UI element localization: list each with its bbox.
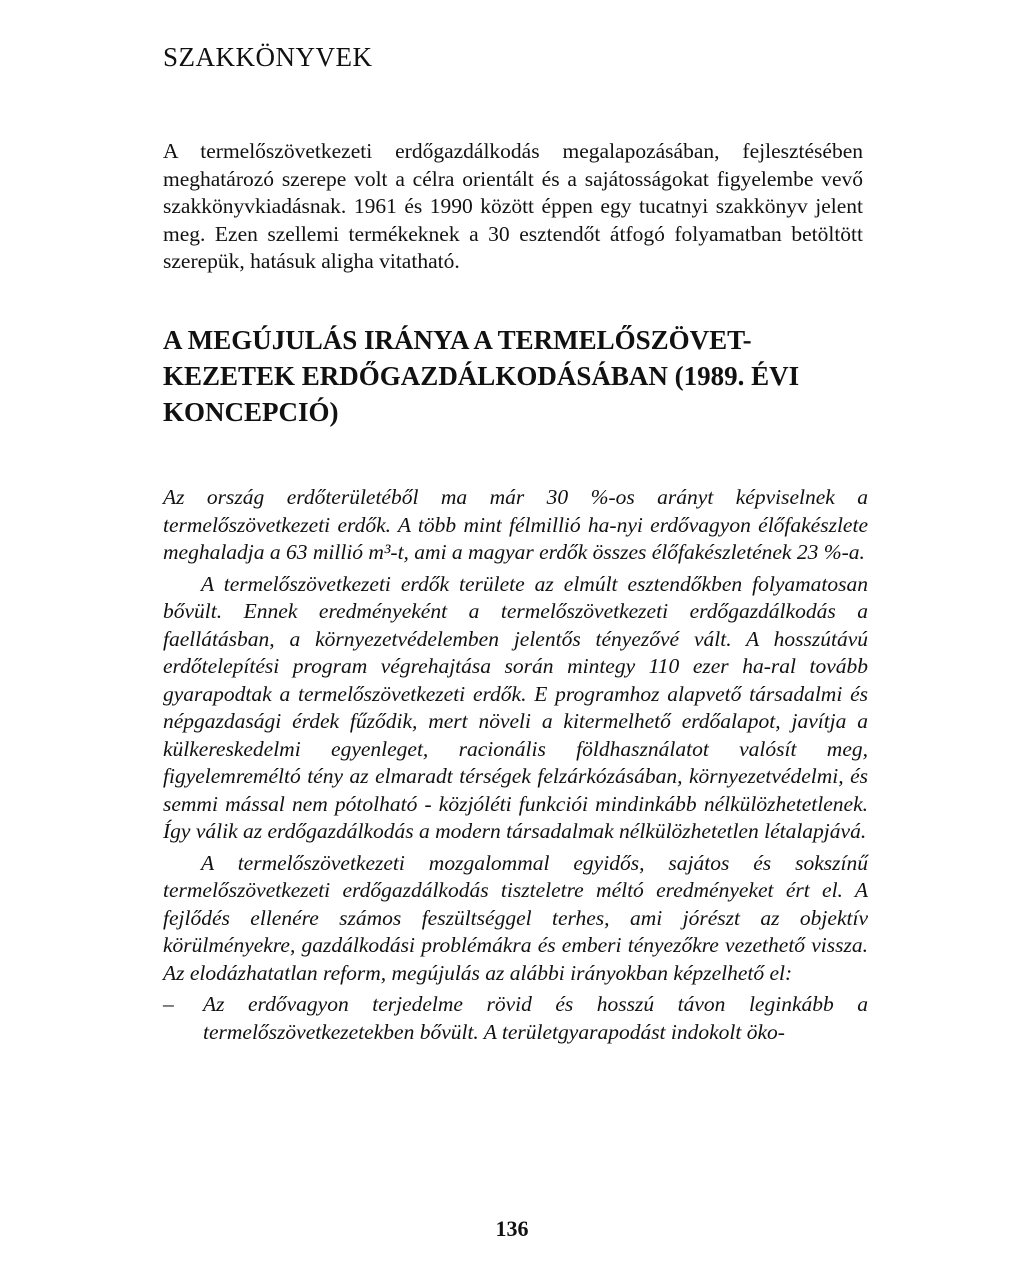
- chapter-title-line: KONCEPCIÓ): [163, 397, 339, 427]
- body-paragraph: A termelőszövetkezeti erdők területe az elmúlt esztendőkben folyamatosan bővült. Ennek eredményeként a termelőszövetkezeti erdőgazdálkodás a faellátásban, a környezetvédelemben jelentős tényezővé vált. A hosszútávú erdőtelepítési program végrehajtása során mintegy 110 ezer ha-ral tovább gyarapodtak a termelőszövetkezeti erdők. E programhoz alapvető társadalmi és népgazdasági érdek fűződik, mert növeli a kitermelhető erdőalapot, javítja a külkereskedelmi egyenleget, racionális földhasználatot valósít meg, figyelemreméltó tény az elmaradt térségek felzárkózásában, környezetvédelmi, és semmi mással nem pótolható - közjóléti funkciói mindinkább nélkülözhetetlenek. Így válik az erdőgazdálkodás a modern társadalmak nélkülözhetetlen létalapjává.: [163, 571, 868, 843]
- body-paragraph: Az ország erdőterületéből ma már 30 %-os arányt képviselnek a termelőszövetkezeti erdők. A több mint félmillió ha-nyi erdővagyon élőfakészlete meghaladja a 63 millió m³-t, ami a magyar erdők összes élőfakészletének 23 %-a.: [163, 485, 868, 564]
- intro-paragraph: A termelőszövetkezeti erdőgazdálkodás megalapozásában, fejlesztésében meghatározó szerepe volt a célra orientált és a sajátosságokat figyelembe vevő szakkönyvkiadásnak. 1961 és 1990 között éppen egy tucatnyi szakkönyv jelent meg. Ezen szellemi termékeknek a 30 esztendőt átfogó folyamatban betöltött szerepük, hatásuk aligha vitatható.: [163, 139, 863, 273]
- page-number: 136: [495, 1216, 529, 1241]
- chapter-title-line: A MEGÚJULÁS IRÁNYA A TERMELŐSZÖVET-: [163, 325, 752, 355]
- list-item-text: Az erdővagyon terjedelme rövid és hosszú távon leginkább a termelőszövetkezetekben bővült. A területgyarapodást indokolt öko-: [203, 992, 868, 1044]
- body-paragraph: A termelőszövetkezeti mozgalommal egyidős, sajátos és sokszínű termelőszövetkezeti erdőgazdálkodás tiszteletre méltó eredményeket ért el. A fejlődés ellenére számos feszültséggel terhes, ami jórészt az objektív körülményekre, gazdálkodási problémákra és emberi tényezőkre vezethető vissza. Az elodázhatatlan reform, megújulás az alábbi irányokban képzelhető el:: [163, 850, 868, 985]
- chapter-body: [163, 484, 868, 1046]
- list-dash: –: [163, 992, 174, 1016]
- section-header: SZAKKÖNYVEK: [163, 42, 373, 72]
- chapter-title-line: KEZETEK ERDŐGAZDÁLKODÁSÁBAN (1989. ÉVI: [163, 361, 800, 391]
- list-item: [163, 991, 868, 1046]
- chapter-title: [163, 322, 868, 430]
